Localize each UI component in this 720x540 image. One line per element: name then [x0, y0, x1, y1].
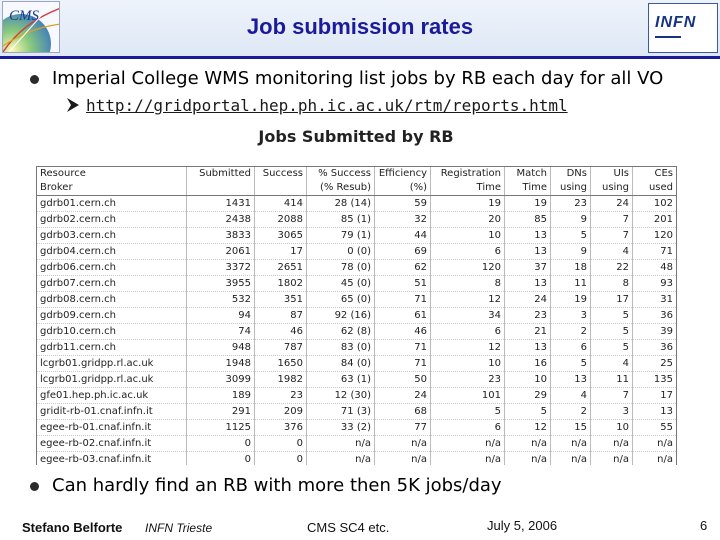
- table-cell: 18: [551, 260, 591, 276]
- table-row: [37, 372, 677, 388]
- table-cell: 13: [505, 228, 551, 244]
- resource-broker-cell: egee-rb-01.cnaf.infn.it: [37, 420, 187, 436]
- column-header: DNs: [551, 167, 591, 182]
- resource-broker-cell: gdrb11.cern.ch: [37, 340, 187, 356]
- resource-broker-cell: egee-rb-02.cnaf.infn.it: [37, 436, 187, 452]
- table-cell: 1982: [255, 372, 307, 388]
- table-cell: 23: [431, 372, 505, 388]
- table-cell: 63 (1): [307, 372, 375, 388]
- footer-author: Stefano Belforte: [22, 520, 123, 535]
- column-subheader: (% Resub): [307, 181, 375, 196]
- table-row: [37, 404, 677, 420]
- resource-broker-cell: gfe01.hep.ph.ic.ac.uk: [37, 388, 187, 404]
- table-cell: 13: [633, 404, 677, 420]
- table-row: [37, 308, 677, 324]
- table-cell: 74: [187, 324, 255, 340]
- table-cell: 39: [633, 324, 677, 340]
- column-header: % Success: [307, 167, 375, 182]
- column-header: Registration: [431, 167, 505, 182]
- resource-broker-cell: gdrb07.cern.ch: [37, 276, 187, 292]
- resource-broker-cell: gdrb10.cern.ch: [37, 324, 187, 340]
- table-row: [37, 292, 677, 308]
- table-row: [37, 324, 677, 340]
- table-cell: 44: [375, 228, 431, 244]
- column-subheader: using: [591, 181, 633, 196]
- table-cell: 4: [591, 244, 633, 260]
- table-cell: 3: [591, 404, 633, 420]
- table-cell: 1650: [255, 356, 307, 372]
- table-cell: n/a: [633, 452, 677, 466]
- table-cell: 120: [431, 260, 505, 276]
- table-cell: 65 (0): [307, 292, 375, 308]
- table-cell: 6: [431, 324, 505, 340]
- table-cell: 17: [633, 388, 677, 404]
- resource-broker-cell: egee-rb-03.cnaf.infn.it: [37, 452, 187, 466]
- table-row: [37, 244, 677, 260]
- table-cell: 71: [633, 244, 677, 260]
- table-row: [37, 436, 677, 452]
- table-header-row: [37, 167, 677, 182]
- page-number: 6: [700, 518, 708, 533]
- table-cell: 0: [187, 452, 255, 466]
- table-cell: 55: [633, 420, 677, 436]
- table-cell: 0: [255, 436, 307, 452]
- table-cell: 21: [505, 324, 551, 340]
- column-header: Submitted: [187, 167, 255, 182]
- table-cell: 6: [551, 340, 591, 356]
- table-cell: 28 (14): [307, 196, 375, 212]
- table-cell: n/a: [591, 452, 633, 466]
- table-cell: 6: [431, 420, 505, 436]
- table-cell: 33 (2): [307, 420, 375, 436]
- table-row: [37, 452, 677, 466]
- table-cell: 5: [431, 404, 505, 420]
- table-cell: 69: [375, 244, 431, 260]
- table-cell: 12: [431, 340, 505, 356]
- table-cell: 1431: [187, 196, 255, 212]
- table-cell: 2: [551, 324, 591, 340]
- table-cell: 376: [255, 420, 307, 436]
- table-cell: 11: [591, 372, 633, 388]
- table-cell: 77: [375, 420, 431, 436]
- table-cell: 36: [633, 340, 677, 356]
- table-cell: 2061: [187, 244, 255, 260]
- table-cell: 5: [591, 324, 633, 340]
- column-subheader: (%): [375, 181, 431, 196]
- table-cell: 0: [255, 452, 307, 466]
- table-row: [37, 388, 677, 404]
- table-cell: 787: [255, 340, 307, 356]
- table-cell: 19: [431, 196, 505, 212]
- table-cell: n/a: [505, 452, 551, 466]
- table-cell: 45 (0): [307, 276, 375, 292]
- report-image: [30, 123, 682, 465]
- table-cell: 3065: [255, 228, 307, 244]
- table-cell: 46: [375, 324, 431, 340]
- table-row: [37, 356, 677, 372]
- table-cell: 9: [551, 244, 591, 260]
- table-cell: 4: [591, 356, 633, 372]
- table-cell: 3372: [187, 260, 255, 276]
- reports-link[interactable]: http://gridportal.hep.ph.ic.ac.uk/rtm/reports.html: [86, 96, 568, 115]
- resource-broker-cell: gdrb01.cern.ch: [37, 196, 187, 212]
- table-cell: 19: [551, 292, 591, 308]
- bullet-dot-2: [30, 482, 39, 491]
- table-cell: 24: [505, 292, 551, 308]
- footer-event: CMS SC4 etc.: [307, 520, 390, 535]
- bullet-text-2: Can hardly find an RB with more then 5K jobs/day: [52, 475, 502, 496]
- table-cell: 10: [591, 420, 633, 436]
- table-cell: n/a: [375, 452, 431, 466]
- table-cell: 10: [431, 228, 505, 244]
- table-cell: 2088: [255, 212, 307, 228]
- table-cell: 12: [505, 420, 551, 436]
- column-subheader: using: [551, 181, 591, 196]
- table-cell: 22: [591, 260, 633, 276]
- table-cell: 87: [255, 308, 307, 324]
- table-cell: 3955: [187, 276, 255, 292]
- cms-logo: [2, 1, 60, 53]
- table-cell: 1948: [187, 356, 255, 372]
- table-cell: 532: [187, 292, 255, 308]
- table-cell: 62 (8): [307, 324, 375, 340]
- table-cell: 13: [505, 244, 551, 260]
- table-cell: 17: [591, 292, 633, 308]
- title-rule: [0, 56, 720, 59]
- table-cell: 7: [591, 212, 633, 228]
- infn-logo: [648, 3, 718, 53]
- column-header: CEs: [633, 167, 677, 182]
- table-cell: 37: [505, 260, 551, 276]
- table-cell: 50: [375, 372, 431, 388]
- table-cell: 16: [505, 356, 551, 372]
- column-header: Resource: [37, 167, 187, 182]
- page-title: Job submission rates: [246, 14, 474, 39]
- table-cell: 17: [255, 244, 307, 260]
- table-cell: 12: [431, 292, 505, 308]
- report-title: Jobs Submitted by RB: [258, 127, 454, 146]
- table-cell: 8: [591, 276, 633, 292]
- table-cell: 189: [187, 388, 255, 404]
- table-cell: 2: [551, 404, 591, 420]
- table-cell: 84 (0): [307, 356, 375, 372]
- table-cell: 85: [505, 212, 551, 228]
- table-cell: 102: [633, 196, 677, 212]
- table-cell: 3: [551, 308, 591, 324]
- table-cell: 46: [255, 324, 307, 340]
- table-cell: 29: [505, 388, 551, 404]
- table-cell: 94: [187, 308, 255, 324]
- table-cell: 24: [375, 388, 431, 404]
- table-cell: 4: [551, 388, 591, 404]
- table-cell: n/a: [431, 452, 505, 466]
- table-row: [37, 212, 677, 228]
- table-cell: n/a: [505, 436, 551, 452]
- table-cell: 5: [591, 340, 633, 356]
- resource-broker-cell: gdrb06.cern.ch: [37, 260, 187, 276]
- table-cell: 2651: [255, 260, 307, 276]
- resource-broker-cell: lcgrb01.gridpp.rl.ac.uk: [37, 356, 187, 372]
- column-subheader: used: [633, 181, 677, 196]
- table-cell: 291: [187, 404, 255, 420]
- table-cell: 948: [187, 340, 255, 356]
- table-cell: 48: [633, 260, 677, 276]
- table-cell: 8: [431, 276, 505, 292]
- table-row: [37, 420, 677, 436]
- cms-logo-text: CMS: [9, 8, 39, 24]
- resource-broker-cell: gdrb03.cern.ch: [37, 228, 187, 244]
- table-cell: 5: [505, 404, 551, 420]
- table-cell: n/a: [551, 452, 591, 466]
- table-cell: 59: [375, 196, 431, 212]
- table-cell: n/a: [591, 436, 633, 452]
- table-body: [37, 196, 677, 466]
- table-cell: 19: [505, 196, 551, 212]
- table-cell: 34: [431, 308, 505, 324]
- table-cell: 11: [551, 276, 591, 292]
- resource-broker-cell: gdrb09.cern.ch: [37, 308, 187, 324]
- table-cell: n/a: [431, 436, 505, 452]
- table-cell: 209: [255, 404, 307, 420]
- table-cell: 32: [375, 212, 431, 228]
- table-cell: 5: [551, 228, 591, 244]
- column-header: UIs: [591, 167, 633, 182]
- table-cell: 23: [255, 388, 307, 404]
- rb-jobs-table: [36, 166, 677, 465]
- table-cell: 0: [187, 436, 255, 452]
- table-cell: n/a: [551, 436, 591, 452]
- table-cell: 414: [255, 196, 307, 212]
- table-cell: 15: [551, 420, 591, 436]
- table-cell: 71: [375, 340, 431, 356]
- table-row: [37, 340, 677, 356]
- table-cell: 10: [431, 356, 505, 372]
- table-cell: 78 (0): [307, 260, 375, 276]
- table-cell: 7: [591, 228, 633, 244]
- resource-broker-cell: gdrb02.cern.ch: [37, 212, 187, 228]
- table-cell: 12 (30): [307, 388, 375, 404]
- title-band: [0, 0, 720, 56]
- table-cell: 71 (3): [307, 404, 375, 420]
- arrow-bullet-icon: [66, 97, 80, 113]
- table-cell: n/a: [375, 436, 431, 452]
- table-cell: 0 (0): [307, 244, 375, 260]
- table-cell: 83 (0): [307, 340, 375, 356]
- table-cell: 23: [551, 196, 591, 212]
- table-row: [37, 276, 677, 292]
- table-cell: n/a: [307, 436, 375, 452]
- table-cell: 71: [375, 356, 431, 372]
- column-subheader: Time: [505, 181, 551, 196]
- footer-date: July 5, 2006: [487, 518, 558, 533]
- resource-broker-cell: gridit-rb-01.cnaf.infn.it: [37, 404, 187, 420]
- table-cell: 101: [431, 388, 505, 404]
- column-subheader: Broker: [37, 181, 187, 196]
- table-cell: 1125: [187, 420, 255, 436]
- table-cell: 25: [633, 356, 677, 372]
- table-cell: 85 (1): [307, 212, 375, 228]
- table-cell: 201: [633, 212, 677, 228]
- table-cell: 135: [633, 372, 677, 388]
- table-cell: 9: [551, 212, 591, 228]
- column-subheader: [187, 181, 255, 196]
- table-cell: 71: [375, 292, 431, 308]
- footer-institution: INFN Trieste: [145, 521, 213, 535]
- table-cell: n/a: [307, 452, 375, 466]
- bullet-text-1: Imperial College WMS monitoring list jobs by RB each day for all VO: [52, 68, 664, 89]
- column-header: Match: [505, 167, 551, 182]
- table-cell: 13: [505, 340, 551, 356]
- table-cell: 24: [591, 196, 633, 212]
- column-header: Efficiency: [375, 167, 431, 182]
- table-cell: 10: [505, 372, 551, 388]
- table-cell: 13: [551, 372, 591, 388]
- table-row: [37, 260, 677, 276]
- resource-broker-cell: lcgrb01.gridpp.rl.ac.uk: [37, 372, 187, 388]
- infn-logo-bar: [655, 36, 681, 38]
- table-cell: 93: [633, 276, 677, 292]
- table-cell: 7: [591, 388, 633, 404]
- table-cell: 31: [633, 292, 677, 308]
- table-cell: 3099: [187, 372, 255, 388]
- column-subheader: Time: [431, 181, 505, 196]
- table-cell: 2438: [187, 212, 255, 228]
- table-cell: 1802: [255, 276, 307, 292]
- column-header: Success: [255, 167, 307, 182]
- column-subheader: [255, 181, 307, 196]
- table-cell: 62: [375, 260, 431, 276]
- table-row: [37, 228, 677, 244]
- table-cell: 3833: [187, 228, 255, 244]
- infn-logo-text: INFN: [655, 14, 697, 31]
- table-cell: 36: [633, 308, 677, 324]
- table-cell: 13: [505, 276, 551, 292]
- table-cell: 6: [431, 244, 505, 260]
- table-cell: 92 (16): [307, 308, 375, 324]
- table-cell: 5: [551, 356, 591, 372]
- table-header-row: [37, 181, 677, 196]
- table-cell: 79 (1): [307, 228, 375, 244]
- table-cell: 68: [375, 404, 431, 420]
- table-cell: 5: [591, 308, 633, 324]
- resource-broker-cell: gdrb04.cern.ch: [37, 244, 187, 260]
- table-cell: 20: [431, 212, 505, 228]
- table-cell: 120: [633, 228, 677, 244]
- table-row: [37, 196, 677, 212]
- bullet-dot-1: [30, 75, 39, 84]
- table-cell: n/a: [633, 436, 677, 452]
- resource-broker-cell: gdrb08.cern.ch: [37, 292, 187, 308]
- table-cell: 61: [375, 308, 431, 324]
- table-cell: 51: [375, 276, 431, 292]
- table-cell: 351: [255, 292, 307, 308]
- table-cell: 23: [505, 308, 551, 324]
